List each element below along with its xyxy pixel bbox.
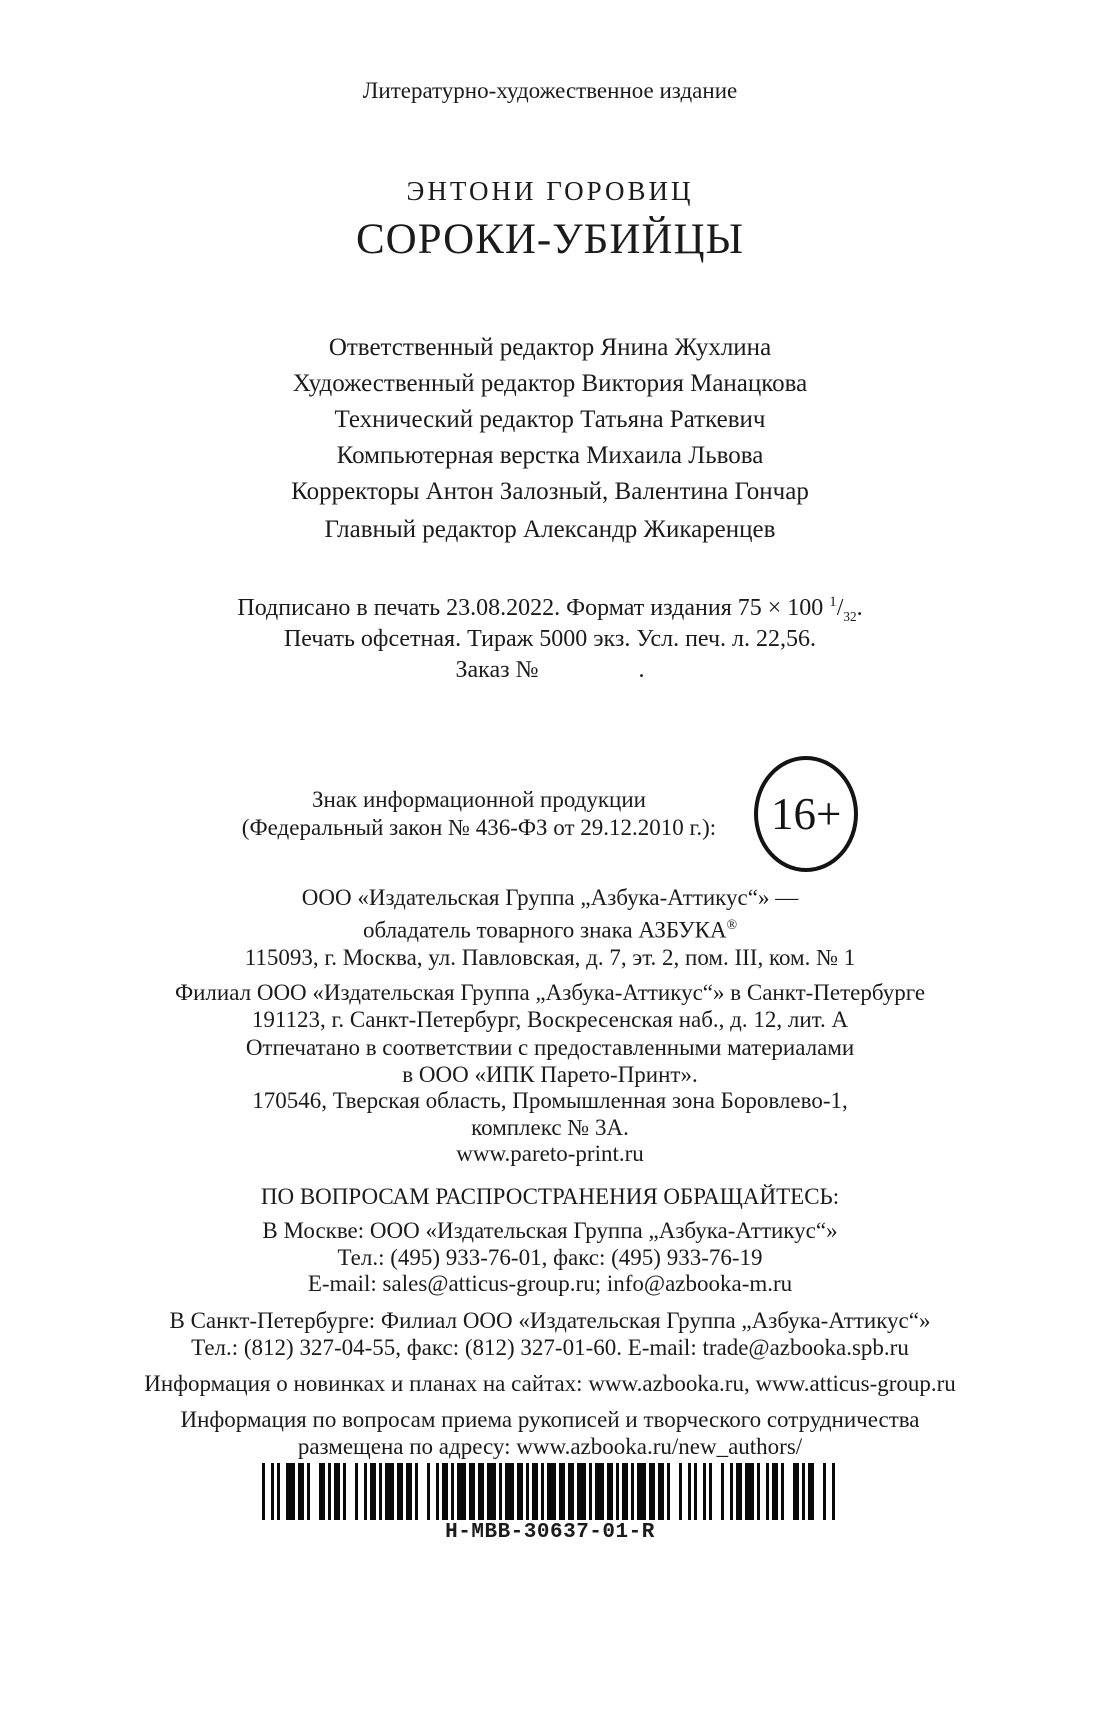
moscow-company-line: В Москве: ООО «Издательская Группа „Азбука-Аттикус“» [262,1218,838,1243]
distribution-spb-block [0,1307,1100,1361]
chief-editor-line: Главный редактор Александр Жикаренцев [324,516,776,543]
format-fraction-denominator: 32 [843,608,857,624]
printer-website: www.pareto-print.ru [456,1141,644,1166]
manuscripts-block [0,1406,1100,1460]
distribution-header: ПО ВОПРОСАМ РАСПРОСТРАНЕНИЯ ОБРАЩАЙТЕСЬ: [260,1184,840,1209]
spb-phone-line: Тел.: (812) 327-04-55, факс: (812) 327-01-60. E-mail: trade@azbooka.spb.ru [191,1335,909,1360]
age-rating-caption [242,786,716,842]
imprint-block [0,593,1100,686]
age-rating-caption-line-1: Знак информационной продукции [312,787,646,812]
registered-trademark-sign: ® [726,917,738,932]
printer-line-2: в ООО «ИПК Парето-Принт». [402,1061,698,1087]
format-fraction-numerator: 1 [829,594,837,610]
news-websites-line: Информация о новинках и планах на сайтах: www.azbooka.ru, www.atticus-group.ru [144,1371,956,1396]
publisher-address-line: 115093, г. Москва, ул. Павловская, д. 7, эт. 2, пом. III, ком. № 1 [244,944,856,970]
staff-line-art-editor: Художественный редактор Виктория Манацкова [292,370,808,397]
age-rating-badge: 16+ [754,756,858,872]
publisher-name-line: ООО «Издательская Группа „Азбука-Аттикус“» — [301,885,799,910]
barcode-label: H-MBB-30637-01-R [445,1521,655,1544]
book-title: СОРОКИ-УБИЙЦЫ [355,216,745,263]
staff-block [0,330,1100,510]
printer-block [0,1035,1100,1168]
format-fraction-slash: / [836,595,844,621]
author-name: ЭНТОНИ ГОРОВИЦ [406,176,694,206]
publisher-main [0,884,1100,971]
staff-line-proofreaders: Корректоры Антон Залозный, Валентина Гончар [291,478,809,505]
imprint-print-run-line: Печать офсетная. Тираж 5000 экз. Усл. печ. л. 22,56. [283,626,817,652]
staff-line-responsible-editor: Ответственный редактор Янина Жухлина [328,334,772,361]
manuscripts-line-2: размещена по адресу: www.azbooka.ru/new_authors/ [297,1434,803,1459]
distribution-moscow-block [0,1218,1100,1298]
moscow-phone-line: Тел.: (495) 933-76-01, факс: (495) 933-76-19 [337,1244,763,1270]
age-rating-caption-line-2: (Федеральный закон № 436-ФЗ от 29.12.2010 г.): [241,815,717,840]
moscow-email-line: E-mail: sales@atticus-group.ru; info@azbooka-m.ru [307,1271,793,1296]
staff-line-technical-editor: Технический редактор Татьяна Раткевич [334,406,766,433]
publisher-block [0,884,1100,1041]
barcode [262,1463,838,1520]
printer-line-4: комплекс № 3А. [471,1114,629,1140]
edition-type: Литературно-художественное издание [362,78,738,103]
barcode-wrap [0,1463,1100,1520]
imprint-order-line: Заказ № . [455,657,645,683]
age-rating-row [0,756,1100,872]
printer-line-1: Отпечатано в соответствии с предоставленными материалами [245,1035,855,1060]
staff-line-layout: Компьютерная верстка Михаила Львова [336,442,764,469]
publisher-branch-line: Филиал ООО «Издательская Группа „Азбука-Аттикус“» в Санкт-Петербурге [174,979,926,1005]
publisher-trademark-line: обладатель товарного знака АЗБУКА® [362,917,738,943]
spb-company-line: В Санкт-Петербурге: Филиал ООО «Издательская Группа „Азбука-Аттикус“» [169,1308,931,1333]
manuscripts-line-1: Информация по вопросам приема рукописей и творческого сотрудничества [180,1407,920,1432]
printer-line-3: 170546, Тверская область, Промышленная зона Боровлево-1, [252,1088,848,1113]
publisher-branch-address-line: 191123, г. Санкт-Петербург, Воскресенская наб., д. 12, лит. А [251,1006,849,1032]
publisher-branch [0,979,1100,1033]
imprint-signed-line: Подписано в печать 23.08.2022. Формат издания 75 × 100 $^1/_{32}$. [237,594,863,624]
